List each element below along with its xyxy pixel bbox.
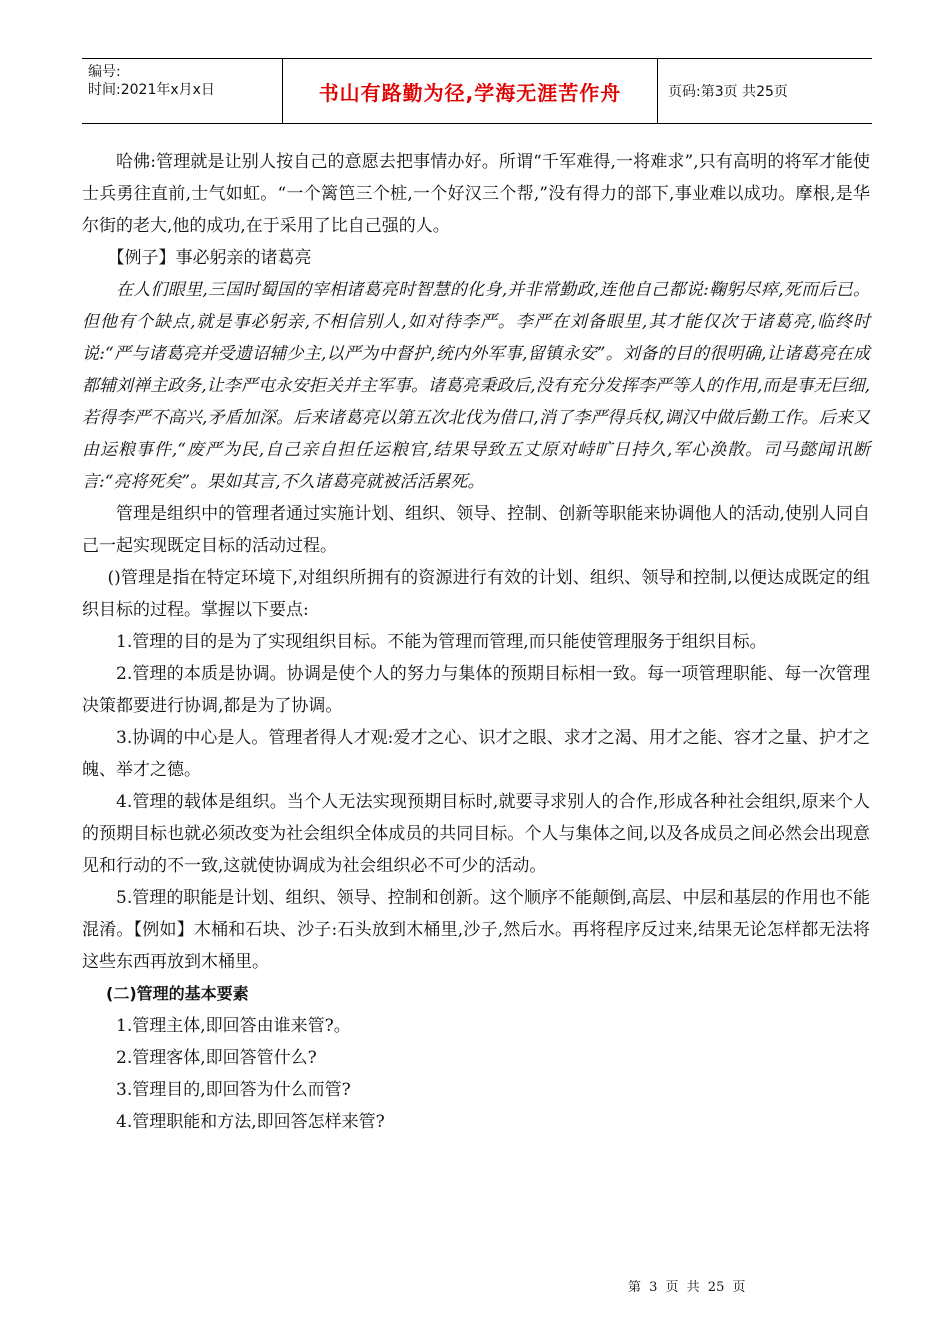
point-1: 1.管理的目的是为了实现组织目标。不能为管理而管理,而只能使管理服务于组织目标。 [116, 632, 767, 652]
page-footer: 第 3 页 共 25 页 [628, 1280, 746, 1295]
paragraph-key-points: ()管理是指在特定环境下,对组织所拥有的资源进行有效的计划、组织、领导和控制,以便达成既定的组织目标的过程。掌握以下要点: [82, 568, 870, 620]
point-2: 2.管理的本质是协调。协调是使个人的努力与集体的预期目标相一致。每一项管理职能、每一次管理决策都要进行协调,都是为了协调。 [82, 664, 870, 716]
point-4: 4.管理的载体是组织。当个人无法实现预期目标时,就要寻求别人的合作,形成各种社会组织,原来个人的预期目标也就必须改变为社会组织全体成员的共同目标。个人与集体之间,以及各成员之间必然会出现意见和行动的不一致,这就使协调成为社会组织必不可少的活动。 [82, 792, 870, 876]
paragraph-definition: 管理是组织中的管理者通过实施计划、组织、领导、控制、创新等职能来协调他人的活动,使别人同自己一起实现既定目标的活动过程。 [82, 504, 870, 556]
example-title: 【例子】事必躬亲的诸葛亮 [107, 248, 312, 268]
header-page-label: 页码:第3页 共25页 [668, 84, 788, 100]
example-zhuge-liang: 在人们眼里,三国时蜀国的宰相诸葛亮时智慧的化身,并非常勤政,连他自己都说:鞠躬尽瘁,死而后已。但他有个缺点,就是事必躬亲,不相信别人,如对待李严。李严在刘备眼里,其才能仅次于诸葛亮,临终时说:“严与诸葛亮并受遗诏辅少主,以严为中督护,统内外军事,留镇永安”。刘备的目的很明确,让诸葛亮在成都辅刘禅主政务,让李严屯永安拒关并主军事。诸葛亮秉政后,没有充分发挥李严等人的作用,而是事无巨细,若得李严不高兴,矛盾加深。后来诸葛亮以第五次北伐为借口,消了李严得兵权,调汉中做后勤工作。后来又由运粮事件,“废严为民,自己亲自担任运粮官,结果导致五丈原对峙旷日持久,军心涣散。司马懿闻讯断言:“亮将死矣”。果如其言,不久诸葛亮就被活活累死。 [82, 280, 870, 492]
section-title: (二)管理的基本要素 [106, 984, 249, 1003]
header-motto: 书山有路勤为径,学海无涯苦作舟 [282, 59, 658, 123]
element-item-2: 2.管理客体,即回答管什么? [116, 1048, 317, 1068]
header-meta [82, 59, 282, 123]
element-item-1: 1.管理主体,即回答由谁来管?。 [116, 1016, 351, 1036]
point-5: 5.管理的职能是计划、组织、领导、控制和创新。这个顺序不能颠倒,高层、中层和基层的作用也不能混淆。【例如】木桶和石块、沙子:石头放到木桶里,沙子,然后水。再将程序反过来,结果无论怎样都无法将这些东西再放到木桶里。 [82, 888, 870, 972]
doc-number-label: 编号: [88, 64, 121, 80]
document-body [82, 146, 870, 1138]
element-item-4: 4.管理职能和方法,即回答怎样来管? [116, 1112, 385, 1132]
page-header [82, 58, 872, 124]
point-3: 3.协调的中心是人。管理者得人才观:爱才之心、识才之眼、求才之渴、用才之能、容才之量、护才之魄、举才之德。 [82, 728, 870, 780]
doc-time-label: 时间:2021年x月x日 [88, 82, 215, 98]
paragraph-harvard: 哈佛:管理就是让别人按自己的意愿去把事情办好。所谓“千军难得,一将难求”,只有高明的将军才能使士兵勇往直前,士气如虹。“一个篱笆三个桩,一个好汉三个帮,”没有得力的部下,事业难以成功。摩根,是华尔街的老大,他的成功,在于采用了比自己强的人。 [82, 152, 870, 236]
element-item-3: 3.管理目的,即回答为什么而管? [116, 1080, 351, 1100]
